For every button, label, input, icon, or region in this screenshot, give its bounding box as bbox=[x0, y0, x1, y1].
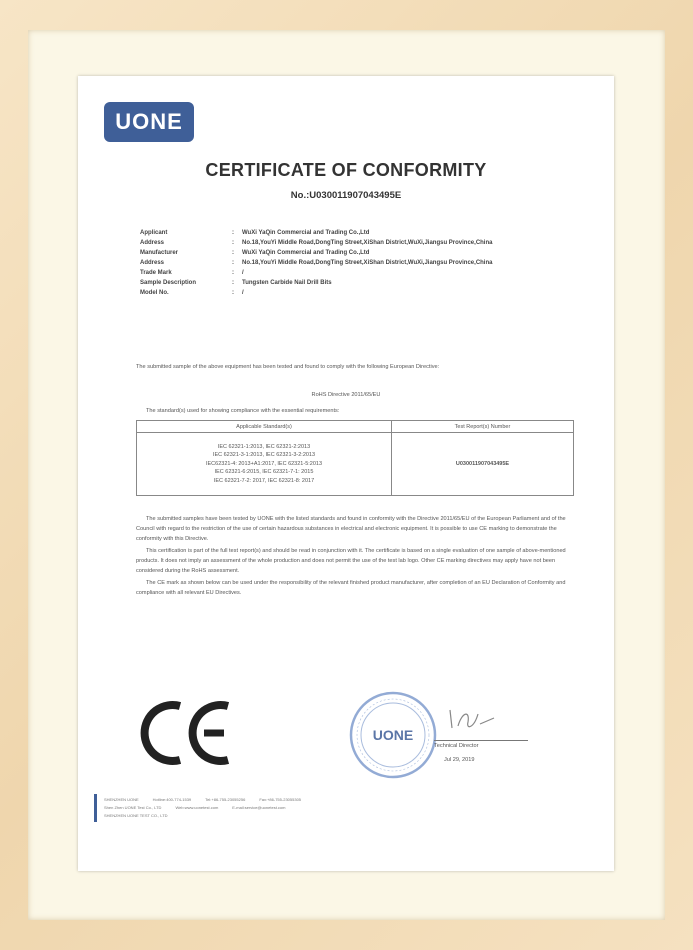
standard-item: IEC 62321-3-1:2013, IEC 62321-3-2:2013 bbox=[212, 452, 316, 459]
certificate-document bbox=[78, 76, 614, 871]
standards-list bbox=[137, 433, 392, 495]
header-report: Test Report(s) Number bbox=[454, 423, 511, 430]
signature-line bbox=[434, 740, 528, 741]
uone-logo bbox=[104, 102, 194, 142]
info-row-applicant: Applicant : WuXi YaQin Commercial and Trading Co.,Ltd bbox=[140, 230, 370, 236]
info-row-manufacturer-address: Address : No.18,YouYi Middle Road,DongTing Street,XiShan District,WuXi,Jiangsu Province,China bbox=[140, 260, 493, 266]
info-row-trade-mark: Trade Mark : / bbox=[140, 270, 244, 276]
standards-table bbox=[136, 420, 574, 496]
body-paragraph: This certification is part of the full test report(s) and should be read in conjunction with it. The certificate is based on a single evaluation of one sample of above-mentioned products. It does not imply an assessment of the whole production and does not permit the use of the test lab logo. Other CE marking directives may apply have not been considered during the RoHS assessment. bbox=[136, 548, 566, 574]
standard-item: IEC 62321-6:2015, IEC 62321-7-1: 2015 bbox=[214, 469, 314, 476]
info-row-manufacturer: Manufacturer : WuXi YaQin Commercial and Trading Co.,Ltd bbox=[140, 250, 370, 256]
certificate-number: No.:U030011907043495E bbox=[290, 190, 402, 201]
info-row-applicant-address: Address : No.18,YouYi Middle Road,DongTing Street,XiShan District,WuXi,Jiangsu Province,China bbox=[140, 240, 493, 246]
footer-row: SHENZHEN UONE Hotline:400-774-1539 Tel:+86-755-23055256 Fax:+86-755-23055305 bbox=[104, 797, 302, 802]
footer bbox=[104, 796, 604, 820]
standard-item: IEC62321-4: 2013+A1:2017, IEC 62321-5:2013 bbox=[205, 460, 323, 467]
footer-row: Shen Zhen UONE Test Co., LTD Web:www.uonetest.com E-mail:service@uonetest.com bbox=[104, 805, 286, 810]
signature-date: Jul 29, 2019 bbox=[444, 757, 475, 763]
logo-text: UONE bbox=[115, 109, 183, 134]
handwritten-signature bbox=[444, 704, 504, 734]
signatory-title: Technical Director bbox=[434, 743, 479, 749]
body-text bbox=[136, 514, 572, 598]
footer-accent-bar bbox=[94, 794, 97, 822]
info-row-model-no: Model No. : / bbox=[140, 290, 244, 296]
ce-mark-icon bbox=[136, 698, 246, 768]
directive-name: RoHS Directive 2011/65/EU bbox=[311, 392, 381, 398]
uone-seal-stamp bbox=[348, 690, 438, 780]
certificate-title: CERTIFICATE OF CONFORMITY bbox=[205, 160, 487, 180]
seal-text: UONE bbox=[372, 727, 414, 743]
body-paragraph: The CE mark as shown below can be used under the responsibility of the relevant finished product manufacturer, after completion of an EU Declaration of Conformity and compliance with all relevant EU Directives. bbox=[136, 580, 566, 596]
standard-item: IEC 62321-1:2013, IEC 62321-2:2013 bbox=[217, 443, 311, 450]
report-number: U030011907043495E bbox=[455, 461, 510, 467]
footer-row: SHENZHEN UONE TEST CO., LTD bbox=[104, 813, 168, 818]
header-standards: Applicable Standard(s) bbox=[137, 421, 392, 432]
standard-item: IEC 62321-7-2: 2017, IEC 62321-8: 2017 bbox=[213, 477, 315, 484]
applicant-info bbox=[140, 228, 580, 298]
intro-text: The submitted sample of the above equipment has been tested and found to comply with the following European Directive: bbox=[136, 364, 440, 370]
body-paragraph: The submitted samples have been tested by UONE with the listed standards and found in conformity with the Directive 2011/65/EU of the European Parliament and of the Council with regard to the restriction of the use of certain hazardous substances in electrical and electronic equipment. It is possible to use CE marking to demonstrate the conformity with this Directive. bbox=[136, 516, 566, 542]
standards-intro: The standard(s) used for showing compliance with the essential requirements: bbox=[146, 408, 340, 414]
info-row-sample-description: Sample Description : Tungsten Carbide Nail Drill Bits bbox=[140, 280, 332, 286]
standards-table-body bbox=[137, 433, 573, 495]
ce-mark-text: CE bbox=[191, 738, 193, 739]
standards-table-header bbox=[137, 421, 573, 433]
